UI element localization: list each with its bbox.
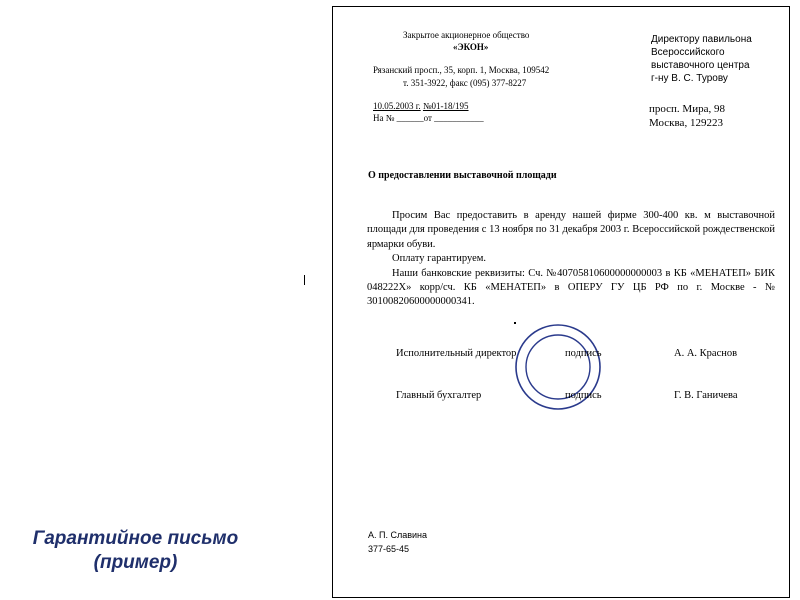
reply-reference: На № ______от ___________ xyxy=(373,113,484,123)
executor-block xyxy=(368,528,427,556)
recipient-line: Директору павильона xyxy=(651,34,752,45)
sender-phone: т. 351-3922, факс (095) 377-8227 xyxy=(403,78,527,88)
recipient-street: просп. Мира, 98 xyxy=(649,103,725,115)
recipient-city: Москва, 129223 xyxy=(649,117,723,129)
caption-title: Гарантийное письмо xyxy=(32,528,239,549)
body-paragraph: Наши банковские реквизиты: Сч. №40705810600000000003 в КБ «МЕНАТЕП» БИК 048222Х» корр/сч. КБ «МЕНАТЕП» в ОПЕРУ ГУ ЦБ РФ по г. Москве - № 30100820600000000341. xyxy=(367,267,775,308)
margin-mark xyxy=(304,275,305,285)
letter-page xyxy=(332,6,790,598)
slide-caption xyxy=(8,527,263,575)
signature-placeholder: подпись xyxy=(565,348,602,359)
executor-name: А. П. Славина xyxy=(368,530,428,540)
signature-title: Главный бухгалтер xyxy=(396,390,482,401)
signature-name: А. А. Краснов xyxy=(674,348,738,359)
stamp-dot xyxy=(514,322,516,324)
outgoing-number: №01-18/195 xyxy=(422,101,469,111)
outgoing-reference xyxy=(373,101,469,111)
recipient-block xyxy=(651,33,752,85)
recipient-line: г-ну В. С. Турову xyxy=(651,73,728,84)
caption-subtitle: (пример) xyxy=(93,552,178,573)
body-paragraph: Оплату гарантируем. xyxy=(392,253,487,265)
recipient-line: Всероссийского xyxy=(651,47,725,58)
executor-phone: 377-65-45 xyxy=(368,544,410,554)
sender-company-name: «ЭКОН» xyxy=(453,42,489,52)
sender-address: Рязанский просп., 35, корп. 1, Москва, 109542 xyxy=(373,65,550,75)
signature-name: Г. В. Ганичева xyxy=(674,390,738,401)
letter-body xyxy=(367,209,775,310)
body-paragraph: Просим Вас предоставить в аренду нашей фирме 300-400 кв. м выставочной площади для проведения с 13 ноября по 31 декабря 2003 г. Всероссийской рождественской ярмарки обуви. xyxy=(367,210,775,250)
signature-placeholder: подпись xyxy=(565,390,602,401)
letter-subject: О предоставлении выставочной площади xyxy=(368,170,557,181)
recipient-address xyxy=(649,102,725,130)
signature-title: Исполнительный директор xyxy=(396,348,517,359)
recipient-line: выставочного центра xyxy=(651,60,750,71)
sender-company-type: Закрытое акционерное общество xyxy=(403,30,530,40)
outgoing-date: 10.05.2003 г. xyxy=(373,101,421,111)
